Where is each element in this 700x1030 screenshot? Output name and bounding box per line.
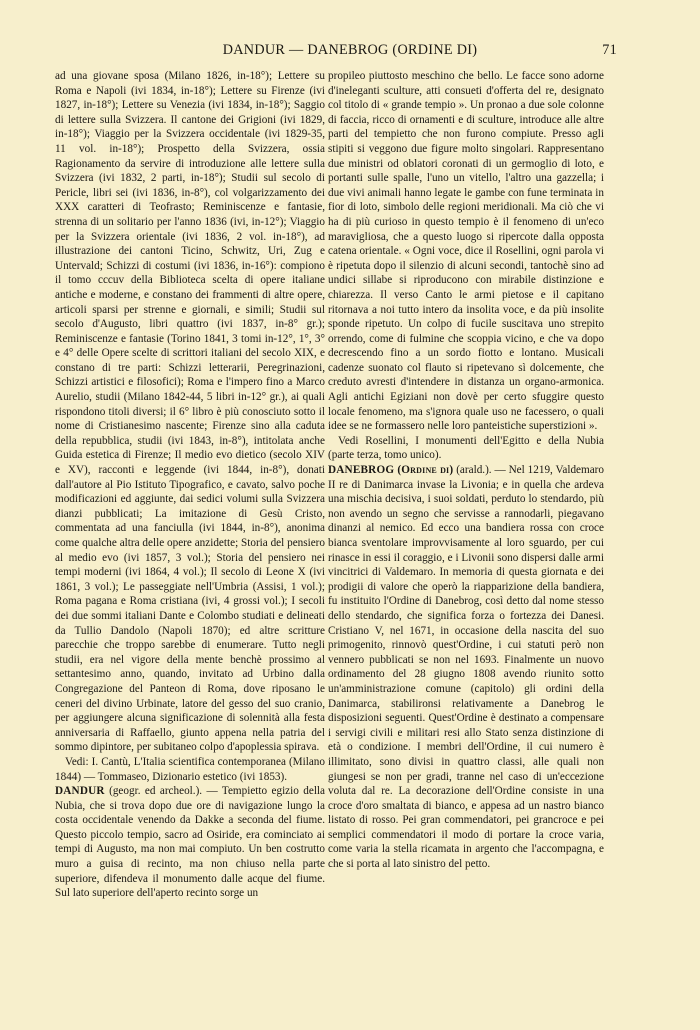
entry-headword: DANEBROG (Ordine di) (328, 464, 454, 477)
page-header (0, 38, 700, 58)
dandolo-bibliography: ad una giovane sposa (Milano 1826, in-18°); Lettere su Roma e Napoli (ivi 1834, in-18°); Lettere su Firenze (ivi 1827, in-18°); Lettere su Venezia (ivi 1834, in-18°); Saggio di lettere sulla Svizzera. Il cantone dei Grigioni (ivi 1829, in-18°); Viaggio per la Svizzera occidentale (ivi 1829-35, 11 vol. in-18°); Prospetto della Svizzera, ossia Ragionamento da servire di introduzione alle lettere sulla Svizzera (ivi 1832, 2 parti, in-18°); Studii sul secolo di Pericle, libri sei (ivi 1836, in-8°), col volgarizzamento dei XXX caratteri di Teofrasto; Reminiscenze e fantasie, strenna di un solitario per l'anno 1836 (ivi, in-12°); Viaggio per la Svizzera orientale (ivi 1836, 2 vol. in-18°), ad illustrazione dei cantoni Ticino, Schwitz, Uri, Zug e Untervald; Schizzi di costumi (ivi 1836, in-16°): compiono il tomo cccuv della Biblioteca scelta di opere italiane antiche e moderne, e constano dei frammenti di altre opere, articoli sparsi per strenne e giornali, e simili; Studii sul secolo d'Augusto, libri quattro (ivi 1837, in-8° gr.); Reminiscenze e fantasie (Torino 1841, 3 tomi in-12°, 1°, 3° e 4° delle Opere scelte di scrittori italiani del secolo XIX, e constano di tre parti: Schizzi letterarii, Peregrinazioni, Schizzi artistici e filosofici); Roma e l'impero fino a Marco Aurelio, studii (Milano 1842-44, 5 libri in-12° gr.), ai quali rispondono titoli diversi; il 6° libro è più conosciuto sotto il nome di Cristianesimo nascente; Firenze sino alla caduta della repubblica, studii (ivi 1843, in-8°), intitolata anche Guida estetica di Firenze; Il medio evo dietico (secolo XIV e XV), racconti e leggende (ivi 1844, in-8°), donati dall'autore al Pio Istituto Tipografico, e cavato, salvo poche modificazioni ed aggiunte, dai sedici volumi sulla Svizzera dianzi pubblicati; La imitazione di Gesù Cristo, commentata ad una fanciulla (ivi 1844, in-8°), anonima come qualche altra delle opere anzidette; Storia del pensiero al medio evo (ivi 1857, 3 vol.); Storia del pensiero nei tempi moderni (ivi 1864, 4 vol.); Il secolo di Leone X (ivi 1861, 3 vol.); Le passeggiate nell'Umbria (Assisi, 1 vol.); Roma pagana e Roma cristiana (ivi, 4 grossi vol.); I secoli dei due sommi italiani Dante e Colombo studiati e delineati da Tullio Dandolo (Napoli 1870); ed altre scritture parecchie che troppo sarebbe di enumerare. Tutto negli studii, era nel vigore della mente benchè prossimo al settantesimo anno, quando, invitato ad Urbino dalla Congregazione del Panteon di Roma, dove riposano le ceneri del divino Urbinate, latore del gesso del suo cranio, per aggiungere alcuna significazione di solennità alla festa anniversaria di Raffaello, giunto appena nella patria del sommo dipintore, per subitaneo colpo d'apoplessia spirava. (55, 70, 325, 754)
dandur-references: Vedi Rosellini, I monumenti dell'Egitto e della Nubia (parte terza, tomo unico). (328, 434, 604, 462)
entry-text: (arald.). — Nel 1219, Valdemaro II re di Danimarca invase la Livonia; e in quella che ardeva una mischia decisiva, i suoi soldati, perduto lo stendardo, più non avendo un segno che servisse a rannodarli, piegavano dinanzi al nemico. Ed ecco una bandiera rossa con croce bianca sventolare improvvisamente al loro sguardo, per cui rinasce in essi il coraggio, e i Livonii sono dispersi dalle armi vincitrici di Valdemaro. In memoria di questa giornata e dei prodigii di valore che operò la riapparizione della bandiera, fu instituito l'Ordine di Danebrog, così detto dal nome stesso dello stendardo, che significa forza o fortezza dei Danesi. Cristiano V, nel 1671, in occasione della nascita del suo primogenito, rinnovò quest'Ordine, i cui statuti però non vennero pubblicati se non nel 1693. Finalmente un nuovo ordinamento del 28 giugno 1808 avendo riunito sotto un'amministrazione comune (capitolo) gli ordini della Danimarca, stabilironsi relativamente a Danebrog le disposizioni seguenti. Quest'Ordine è destinato a compensare i servigi civili e militari resi allo Stato senza distinzione di età o condizione. I membri dell'Ordine, il cui numero è illimitato, sono divisi in quattro classi, alle quali non giungesi se non per gradi, tranne nel caso di un'eccezione voluta dal re. La decorazione dell'Ordine consiste in una croce d'oro smaltata di bianco, e appesa ad un nastro bianco listato di rosso. Pei gran commendatori, pei grancroce e pei semplici commendatori il modo di portare la croce varia, come varia la stella ricamata in argento che l'accompagna, e che si porta al lato sinistro del petto. (328, 464, 604, 871)
right-column (328, 69, 604, 872)
running-head: DANDUR — DANEBROG (ORDINE DI) (222, 42, 478, 58)
left-column (55, 69, 325, 901)
entry-headword: DANDUR (55, 785, 105, 798)
entry-dandur (55, 784, 325, 901)
dandolo-references: Vedi: I. Cantù, L'Italia scientifica contemporanea (Milano 1844) — Tommaseo, Dizionario estetico (ivi 1853). (55, 755, 325, 783)
entry-danebrog (328, 463, 604, 872)
dandur-continuation: propileo piuttosto meschino che bello. Le facce sono adorne d'ineleganti sculture, atti consueti d'offerta del re, designato col titolo di « grande tempio ». Un pronao a due sole colonne di faccia, ricco di ornamenti e di sculture, introduce alle altre parti del tempietto che non furono compiute. Presso agli stipiti si veggono due figure molto singolari. Rappresentano due ministri od oblatori coronati di un germoglio di loto, e portanti sulle spalle, l'uno un vitello, l'altro una gazzella; i due vivi animali hanno legate le gambe con fune terminata in fior di loto, simbolo delle regioni meridionali. Ma ciò che vi ha di più curioso in questo tempio è il fenomeno di un'eco maravigliosa, che a questo luogo si ripercote dalla opposta catena orientale. « Ogni voce, dice il Rosellini, ogni parola vi è ripetuta dopo il silenzio di alcuni secondi, tantochè sino ad undici sillabe si riproducono con mirabile distinzione e chiarezza. Il verso Canto le armi pietose e il capitano ritornava a noi tutto intero da insolita voce, e da più insolite sponde ripetuto. Un colpo di fucile suscitava uno strepito orrendo, come di fulmine che scoppia vicino, e che va dopo decrescendo fino a un sordo fiotto e lontano. Musicali cadenze suonato col flauto si ripetevano sì dolcemente, che creduto avresti d'intendere in distanza un organo-armonica. Agli antichi Egiziani non dovè per certo sfuggire questo locale fenomeno, ma s'ignora quale uso ne facessero, o quali idee se ne formassero nelle loro panteistiche superstizioni ». (328, 70, 604, 433)
entry-text: (geogr. ed archeol.). — Tempietto egizio della Nubia, che si trova dopo due ore di navigazione lungo la costa occidentale venendo da Dakke a seconda del fiume. Questo piccolo tempio, sacro ad Osiride, era cominciato ai tempi di Augusto, ma non mai compiuto. Un ben costrutto muro a guisa di recinto, ma non chiuso nella parte superiore, difendeva il monumento dalle acque del fiume. Sul lato superiore dell'aperto recinto sorge un (55, 785, 326, 900)
page-number: 71 (602, 42, 617, 58)
